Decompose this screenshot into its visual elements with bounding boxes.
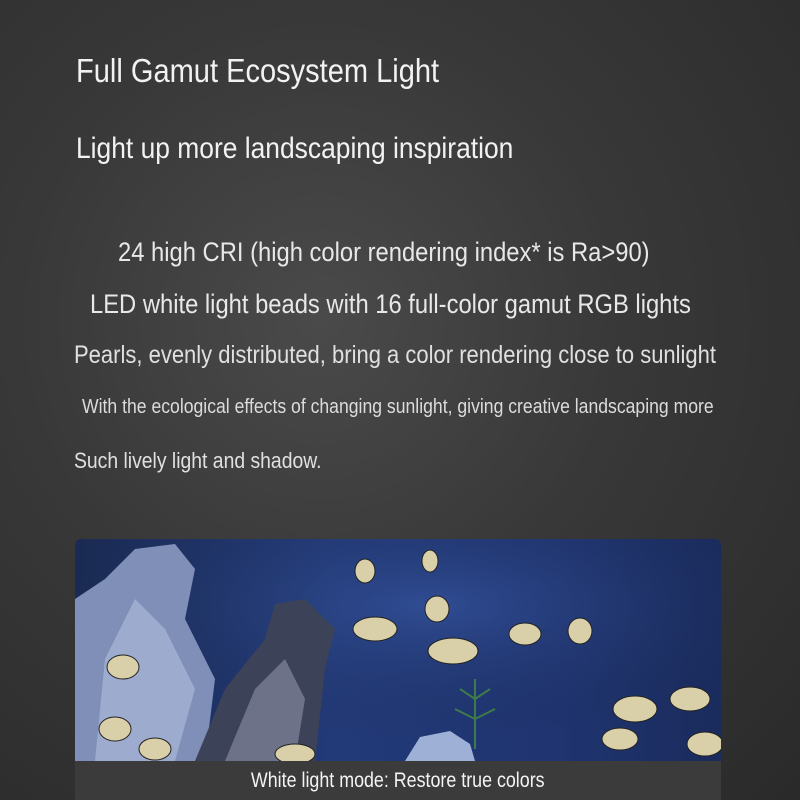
- description-line: Such lively light and shadow.: [74, 448, 322, 473]
- description-line: LED white light beads with 16 full-color gamut RGB lights: [90, 289, 691, 319]
- description-line: 24 high CRI (high color rendering index* is Ra>90): [118, 237, 650, 267]
- aquarium-photo: [75, 539, 721, 761]
- description-line: With the ecological effects of changing sunlight, giving creative landscaping more: [82, 396, 714, 418]
- subheadline: Light up more landscaping inspiration: [76, 132, 514, 165]
- photo-caption-bar: [75, 761, 721, 800]
- headline: Full Gamut Ecosystem Light: [76, 52, 440, 89]
- photo-caption: White light mode: Restore true colors: [251, 768, 545, 792]
- description-line: Pearls, evenly distributed, bring a color rendering close to sunlight: [74, 341, 717, 369]
